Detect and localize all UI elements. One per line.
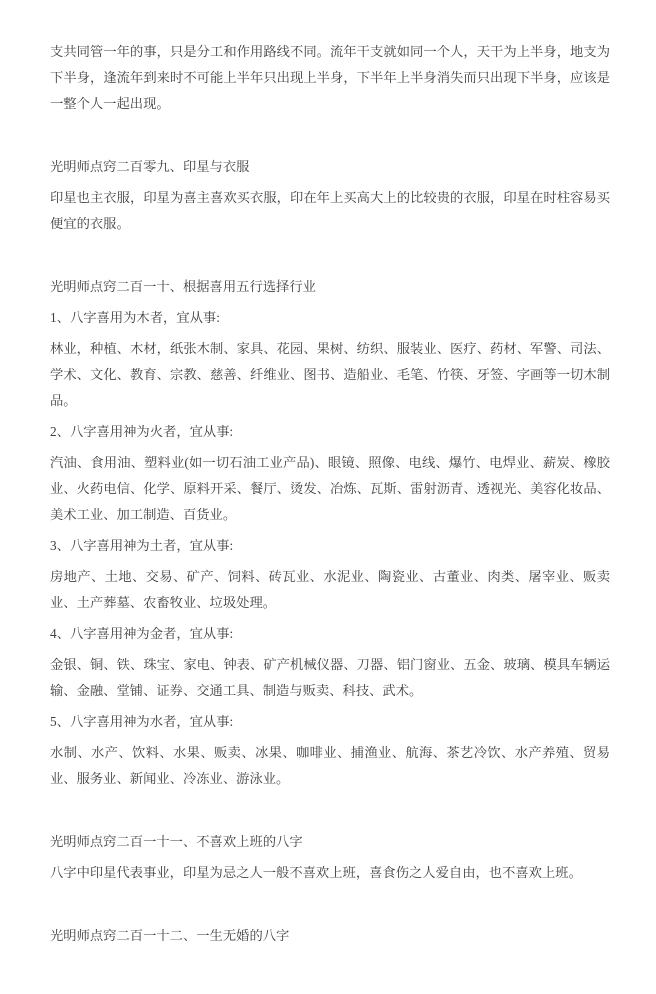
- body-paragraph: 支共同管一年的事，只是分工和作用路线不同。流年干支就如同一个人，天干为上半身，地支为下半身，逢流年到来时不可能上半年只出现上半身，下半年上半身消失而只出现下半身，应该是一整个人一起出现。: [50, 44, 610, 111]
- body-paragraph: 4、八字喜用神为金者，宜从事:: [50, 626, 234, 641]
- body-paragraph: 林业，种植、木材，纸张木制、家具、花园、果树、纺织、服装业、医疗、药材、军警、司法、学术、文化、教育、宗教、慈善、纤维业、图书、造船业、毛笔、竹筷、牙签、字画等一切木制品。: [50, 341, 610, 408]
- section-heading: 光明师点窍二百一十二、一生无婚的八字: [50, 928, 290, 943]
- body-paragraph: 八字中印星代表事业，印星为忌之人一般不喜欢上班，喜食伤之人爱自由，也不喜欢上班。: [50, 865, 582, 880]
- body-paragraph: 金银、铜、铁、珠宝、家电、钟表、矿产机械仪器、刀器、铝门窗业、五金、玻璃、模具车辆运输、金融、堂铺、证券、交通工具、制造与贩卖、科技、武术。: [50, 657, 610, 698]
- body-paragraph: 2、八字喜用神为火者，宜从事:: [50, 424, 234, 439]
- body-paragraph: 印星也主衣服，印星为喜主喜欢买衣服，印在年上买高大上的比较贵的衣服，印星在时柱容易买便宜的衣服。: [50, 190, 610, 231]
- body-paragraph: 1、八字喜用为木者，宜从事:: [50, 310, 220, 325]
- section-heading: 光明师点窍二百零九、印星与衣服: [50, 159, 250, 174]
- body-paragraph: 5、八字喜用神为水者，宜从事:: [50, 714, 234, 729]
- body-paragraph: 3、八字喜用神为土者，宜从事:: [50, 538, 234, 553]
- section-heading: 光明师点窍二百一十一、不喜欢上班的八字: [50, 834, 303, 849]
- section-heading: 光明师点窍二百一十、根据喜用五行选择行业: [50, 279, 316, 294]
- body-paragraph: 水制、水产、饮料、水果、贩卖、冰果、咖啡业、捕渔业、航海、茶艺冷饮、水产养殖、贸易业、服务业、新闻业、冷冻业、游泳业。: [50, 745, 610, 786]
- body-paragraph: 房地产、土地、交易、矿产、饲料、砖瓦业、水泥业、陶瓷业、古董业、肉类、屠宰业、贩卖业、土产葬墓、农畜牧业、垃圾处理。: [50, 569, 610, 610]
- body-paragraph: 汽油、食用油、塑料业(如一切石油工业产品)、眼镜、照像、电线、爆竹、电焊业、薪炭、橡胶业、火药电信、化学、原料开采、餐厅、烫发、冶炼、瓦斯、雷射沥青、透视光、美容化妆品、美术工业、加工制造、百货业。: [50, 455, 610, 522]
